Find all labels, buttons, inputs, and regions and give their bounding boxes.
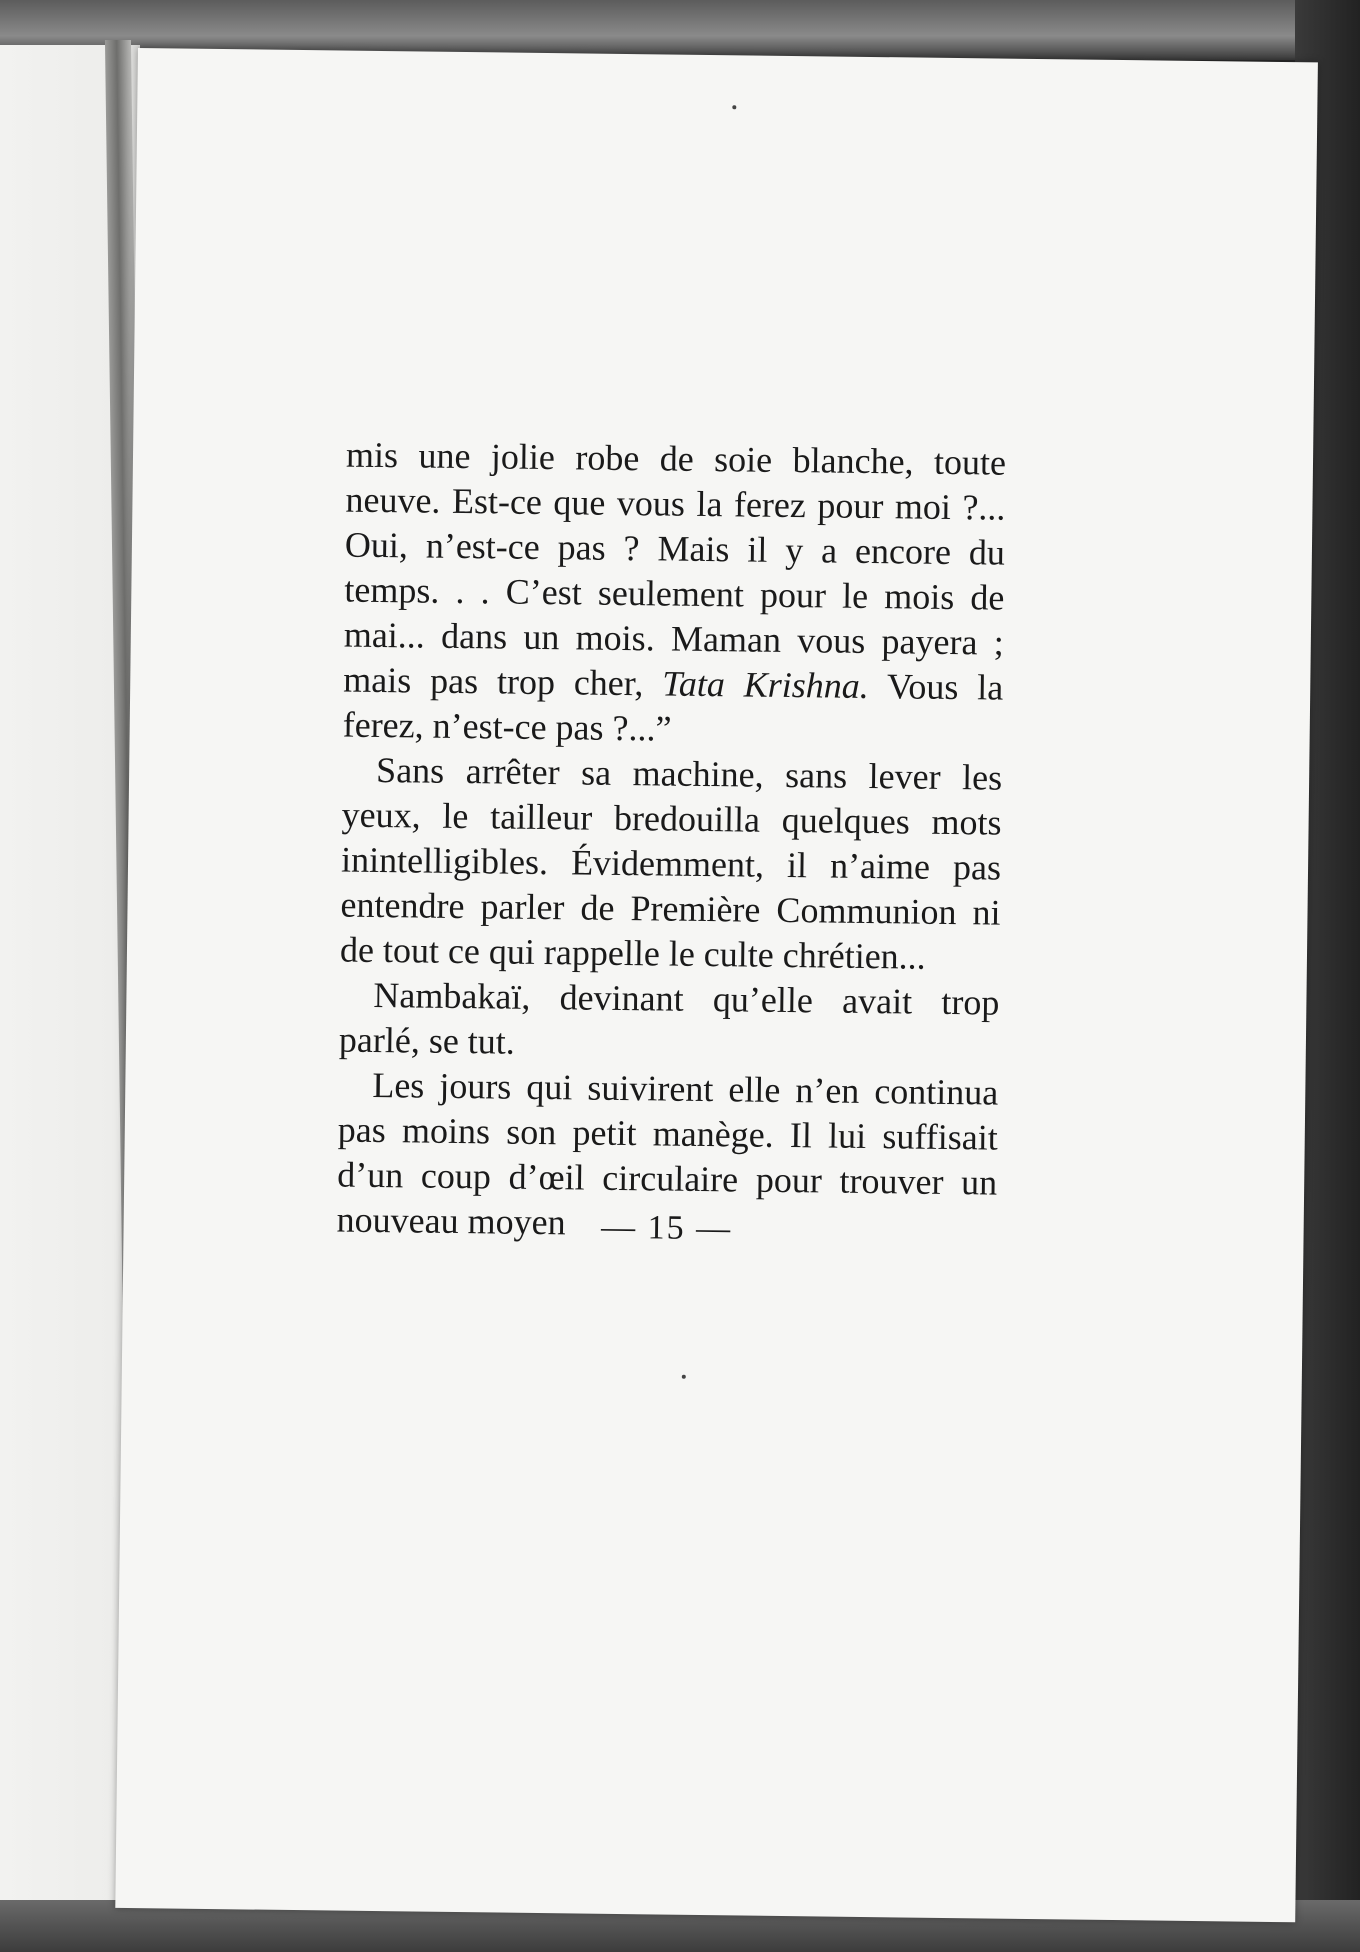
dust-speck	[732, 105, 736, 109]
paragraph	[339, 973, 1000, 1071]
book-page	[115, 48, 1318, 1922]
italic-text: Tata Krishna.	[661, 663, 870, 706]
page-text	[336, 433, 1006, 1251]
paragraph	[342, 433, 1006, 756]
dust-speck	[682, 1375, 686, 1379]
text-segment: Vous la ferez, n’est-ce pas ?...”	[342, 665, 1004, 749]
text-segment: mis une jolie robe de soie blanche, toute neuve. Est-ce que vous la ferez pour moi ?... Oui, n’est-ce pas ? Mais il y a encore du temps. . . C’est seulement pour le mois de mai... dans un mois. Maman vous payera ; mais pas trop cher,	[343, 434, 1007, 704]
text-segment: Les jours qui suivirent elle n’en continua pas moins son petit manège. Il lui suffisait d’un coup d’œil circulaire pour trouver un nouveau moyen	[336, 1064, 999, 1243]
paragraph	[340, 748, 1003, 981]
text-segment: Nambakaï, devinant qu’elle avait trop parlé, se tut.	[338, 974, 1000, 1062]
page-number: — 15 —	[600, 1208, 733, 1248]
text-segment: Sans arrêter sa machine, sans lever les yeux, le tailleur bredouilla quelques mots inintelligibles. Évidemment, il n’aime pas entendre parler de Première Communion ni de tout ce qui rappelle le culte chrétien...	[339, 749, 1003, 977]
page-body	[336, 433, 1006, 1251]
